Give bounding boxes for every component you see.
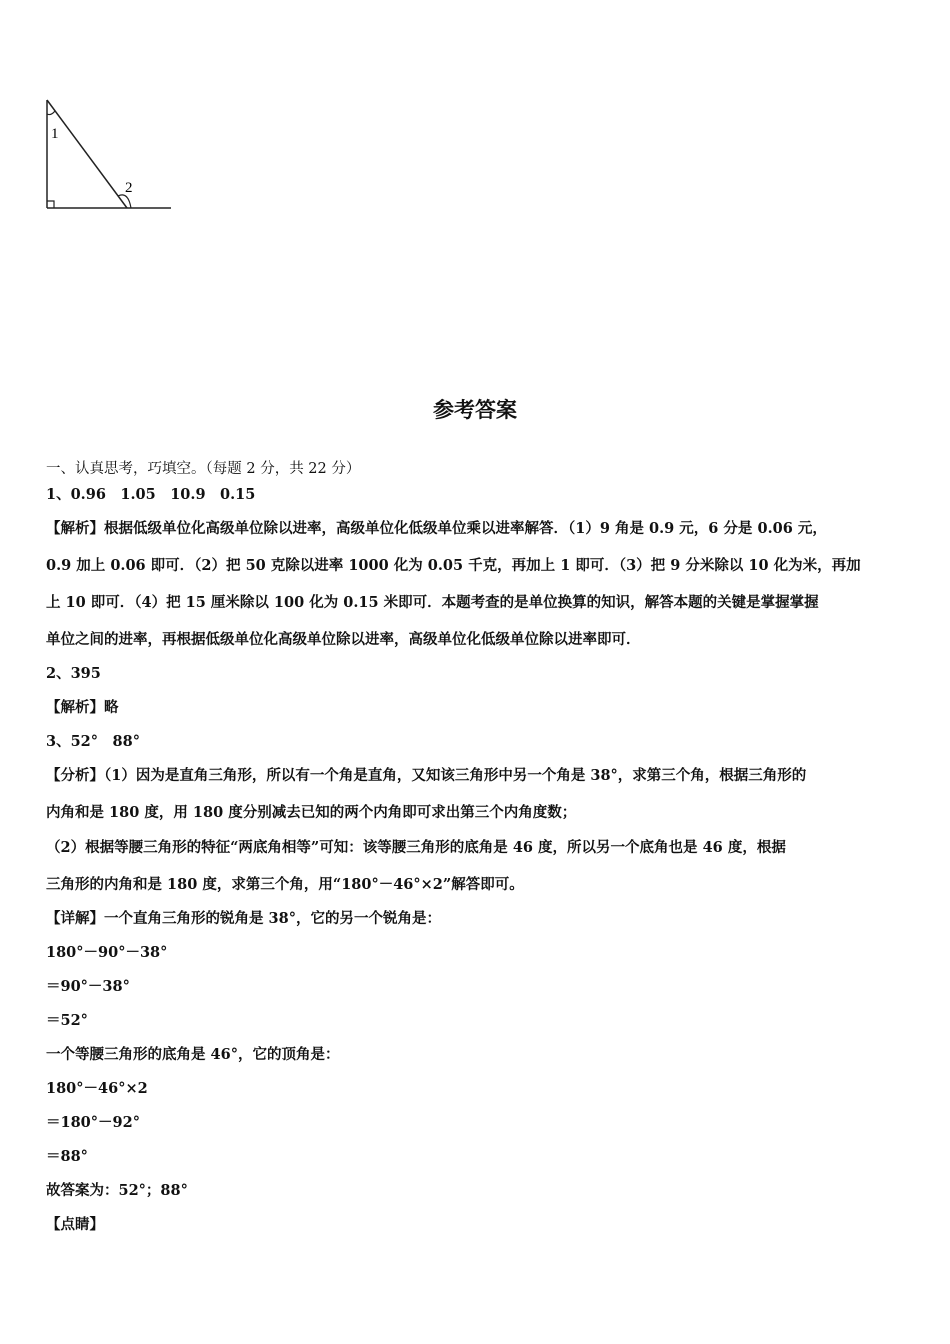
right-angle-mark bbox=[47, 201, 54, 208]
page-title: 参考答案 bbox=[433, 398, 517, 422]
calc-line-5: ＝180°－92° bbox=[46, 1114, 140, 1131]
angle-2-arc bbox=[118, 195, 131, 208]
calc-line-6: ＝88° bbox=[46, 1148, 88, 1165]
detail-3-intro: 【详解】一个直角三角形的锐角是 38°，它的另一个锐角是： bbox=[46, 910, 441, 927]
angle-1-arc bbox=[47, 111, 55, 115]
analysis-3-line-3: （2）根据等腰三角形的特征“两底角相等”可知：该等腰三角形的底角是 46 度，所以另一个底角也是 46 度，根据 bbox=[46, 839, 786, 856]
calc-line-4: 180°－46°×2 bbox=[46, 1080, 148, 1097]
answer-2: 2、395 bbox=[46, 665, 101, 682]
analysis-3-line-1: 【分析】（1）因为是直角三角形，所以有一个角是直角，又知该三角形中另一个角是 38°，求第三个角，根据三角形的 bbox=[46, 767, 807, 784]
answer-3: 3、52° 88° bbox=[46, 733, 140, 750]
comment-heading: 【点睛】 bbox=[46, 1216, 104, 1233]
analysis-3-line-2: 内角和是 180 度，用 180 度分别减去已知的两个内角即可求出第三个内角度数； bbox=[46, 804, 577, 821]
explanation-2: 【解析】略 bbox=[46, 699, 119, 716]
calc-line-3: ＝52° bbox=[46, 1012, 88, 1029]
calc-line-2: ＝90°－38° bbox=[46, 978, 130, 995]
analysis-3-line-4: 三角形的内角和是 180 度，求第三个角，用“180°－46°×2”解答即可。 bbox=[46, 876, 524, 893]
explanation-1-line-4: 单位之间的进率，再根据低级单位化高级单位除以进率，高级单位化低级单位除以进率即可． bbox=[46, 631, 641, 648]
section-heading: 一、认真思考，巧填空。（每题 2 分，共 22 分） bbox=[46, 461, 361, 477]
angle-1-label: 1 bbox=[51, 126, 59, 142]
angle-2-label: 2 bbox=[125, 180, 133, 196]
answer-1: 1、0.96 1.05 10.9 0.15 bbox=[46, 486, 256, 503]
triangle-figure bbox=[40, 92, 180, 217]
final-answer: 故答案为：52°；88° bbox=[46, 1182, 188, 1199]
triangle-hypotenuse bbox=[47, 100, 127, 208]
explanation-1-line-1: 【解析】根据低级单位化高级单位除以进率，高级单位化低级单位乘以进率解答．（1）9 角是 0.9 元，6 分是 0.06 元， bbox=[46, 520, 827, 537]
explanation-1-line-3: 上 10 即可．（4）把 15 厘米除以 100 化为 0.15 米即可．本题考查的是单位换算的知识，解答本题的关键是掌握掌握 bbox=[46, 594, 819, 611]
detail-3-second: 一个等腰三角形的底角是 46°，它的顶角是： bbox=[46, 1046, 340, 1063]
calc-line-1: 180°－90°－38° bbox=[46, 944, 168, 961]
explanation-1-line-2: 0.9 加上 0.06 即可．（2）把 50 克除以进率 1000 化为 0.05 千克，再加上 1 即可．（3）把 9 分米除以 10 化为米，再加 bbox=[46, 557, 861, 574]
